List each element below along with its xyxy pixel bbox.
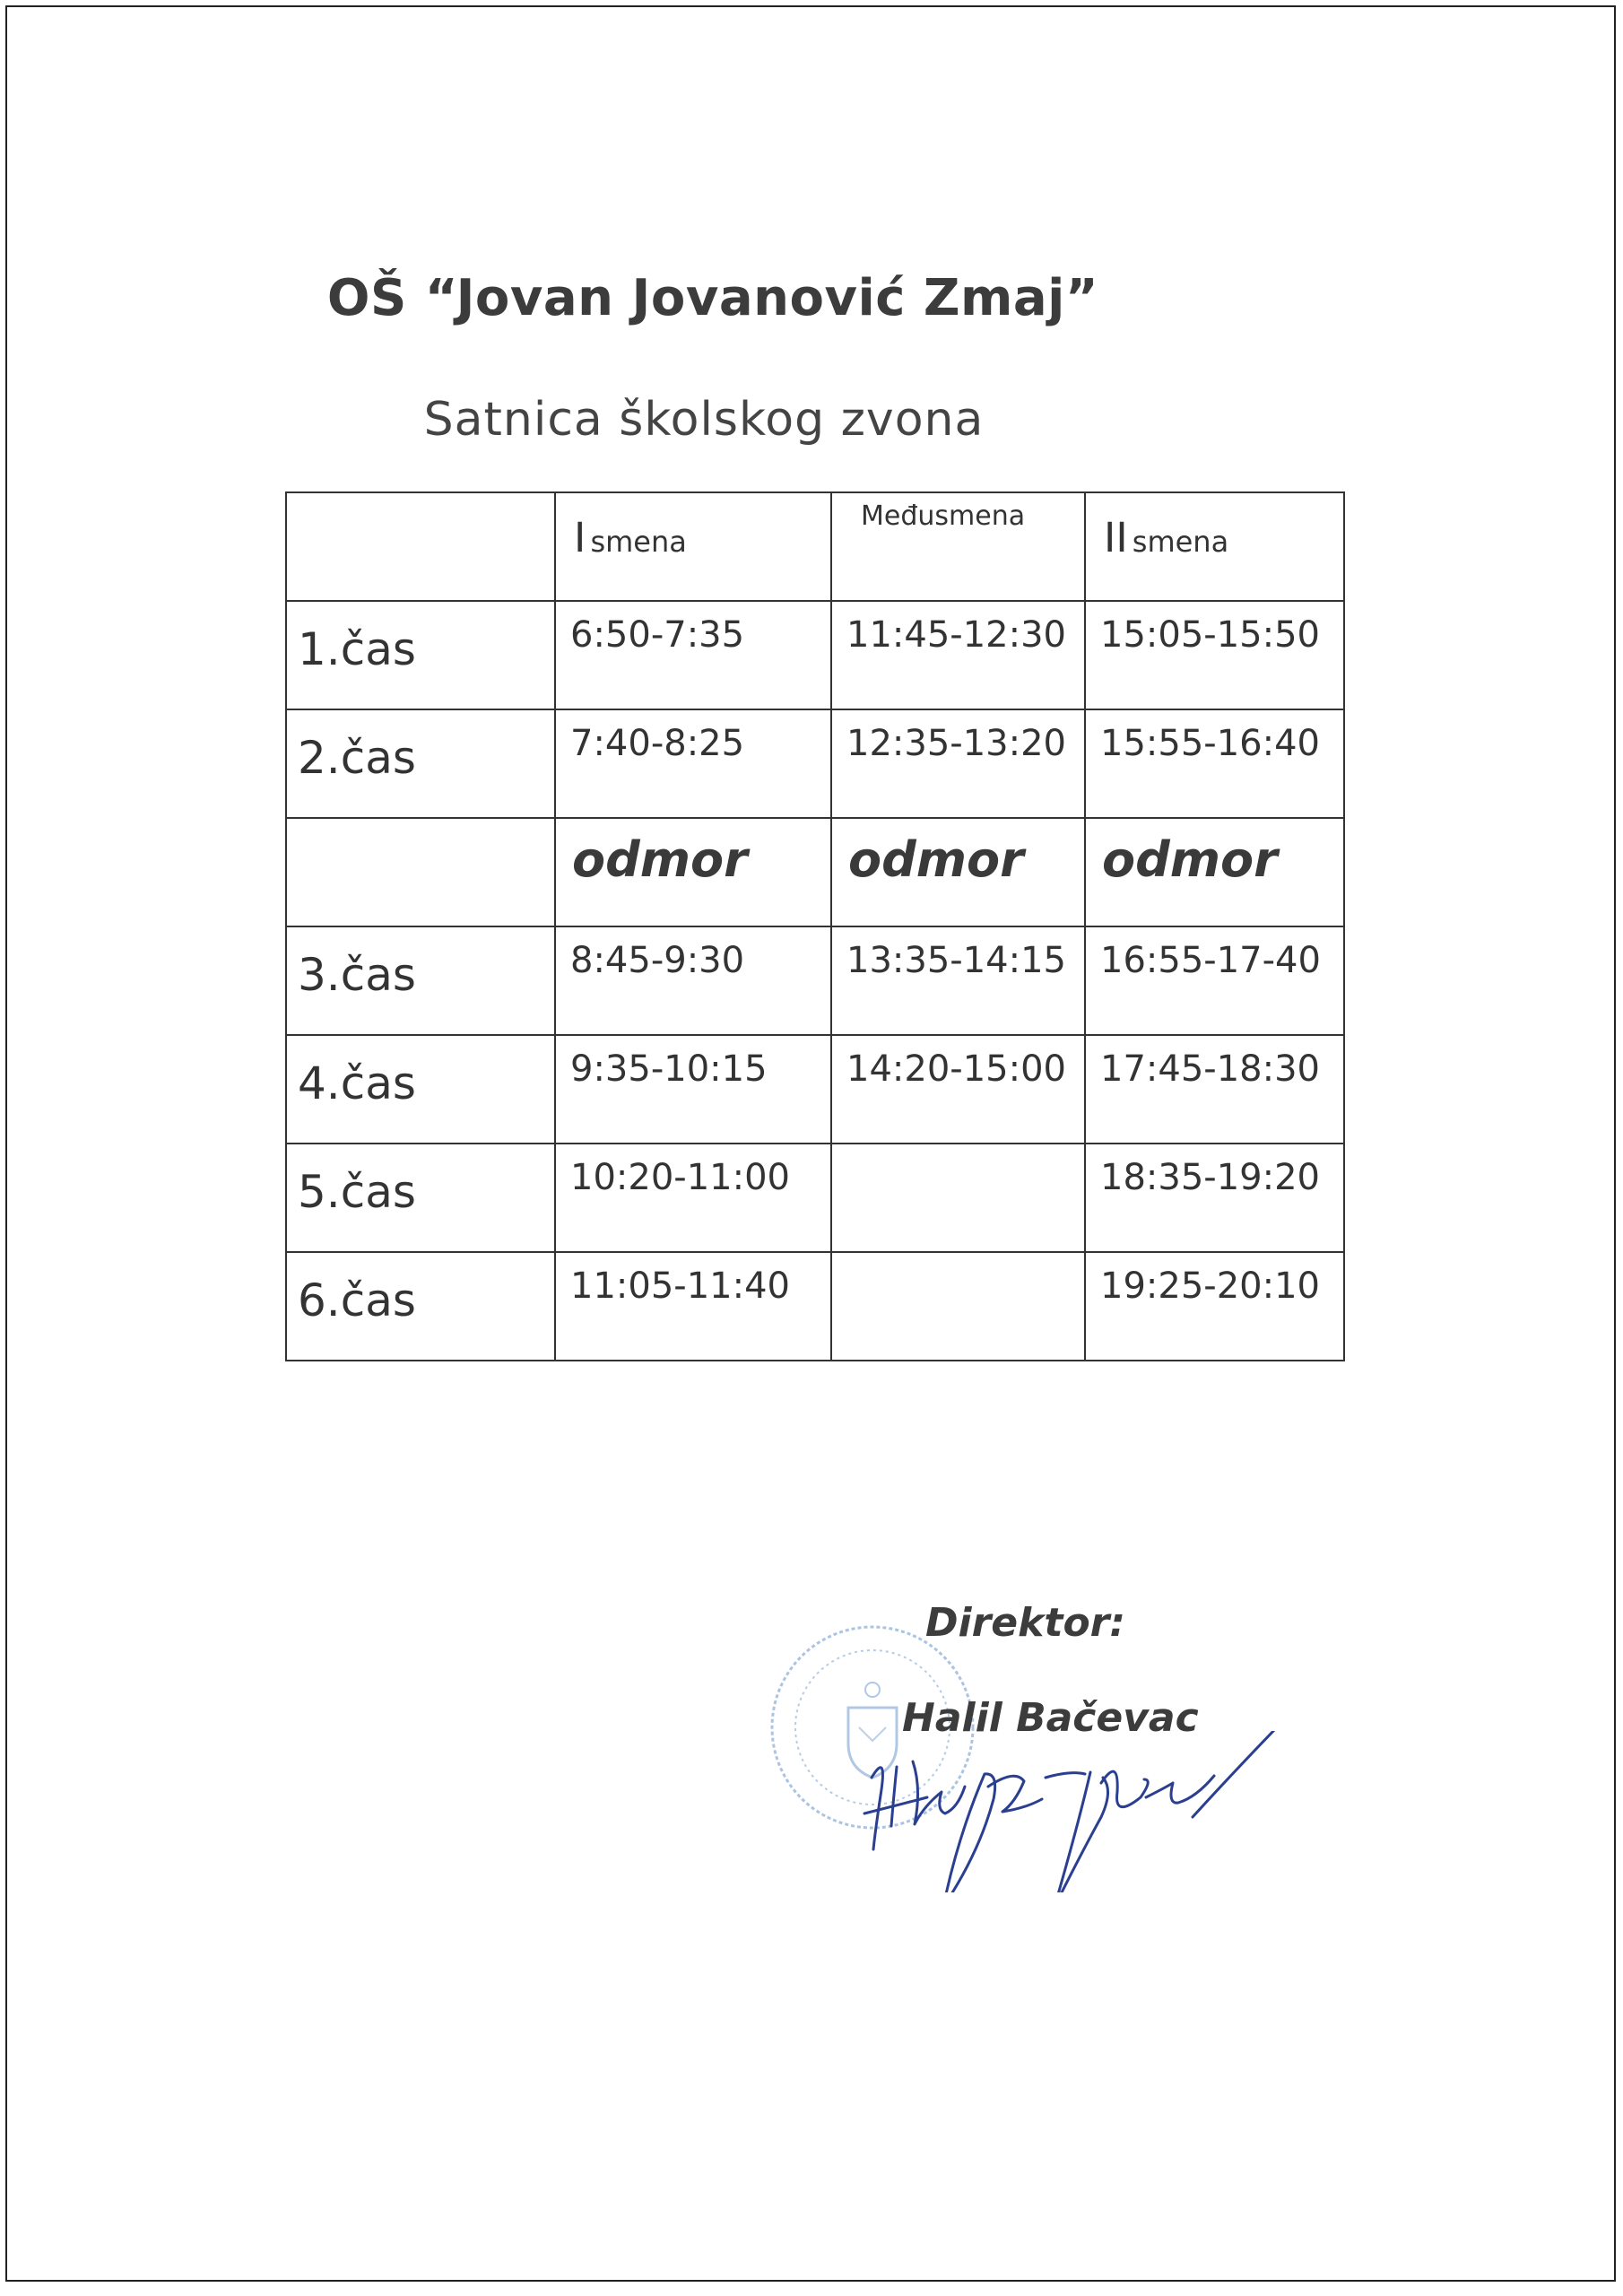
shift-1-roman: I <box>574 514 586 561</box>
lesson-cell <box>286 1035 555 1144</box>
shift-2-cell <box>1085 709 1344 818</box>
shift-1-label: smena <box>590 525 687 559</box>
handwritten-signature <box>861 1731 1291 1892</box>
time-value: 14:20-15:00 <box>846 1048 1066 1090</box>
header-middle-shift <box>831 492 1085 601</box>
time-value: 6:50-7:35 <box>570 614 745 656</box>
header-empty-cell <box>286 492 555 601</box>
time-value: 10:20-11:00 <box>570 1157 790 1198</box>
shift-2-roman: II <box>1104 514 1128 561</box>
middle-shift-label: Međusmena <box>861 500 1026 532</box>
time-value <box>832 1144 1084 1157</box>
middle-shift-cell <box>831 1035 1085 1144</box>
lesson-label: 2.čas <box>298 732 416 784</box>
middle-shift-cell <box>831 709 1085 818</box>
lesson-label: 4.čas <box>298 1057 416 1109</box>
time-value: 11:05-11:40 <box>570 1265 790 1307</box>
header-shift-1 <box>555 492 831 601</box>
break-label: odmor <box>1102 831 1278 888</box>
lesson-cell <box>286 818 555 926</box>
lesson-cell <box>286 709 555 818</box>
shift-1-cell <box>555 1035 831 1144</box>
table-header-row <box>286 492 1344 601</box>
shift-2-cell <box>1085 601 1344 709</box>
lesson-label: 6.čas <box>298 1274 416 1326</box>
time-value <box>832 1253 1084 1265</box>
time-value: 15:55-16:40 <box>1100 723 1320 764</box>
table-row <box>286 601 1344 709</box>
time-value: 7:40-8:25 <box>570 723 745 764</box>
break-label: odmor <box>848 831 1024 888</box>
table-row <box>286 1252 1344 1361</box>
break-label: odmor <box>572 831 748 888</box>
time-value: 15:05-15:50 <box>1100 614 1320 656</box>
shift-2-label: smena <box>1132 525 1229 559</box>
time-value: 13:35-14:15 <box>846 940 1066 981</box>
lesson-cell <box>286 1252 555 1361</box>
shift-1-cell <box>555 1144 831 1252</box>
time-value: 17:45-18:30 <box>1100 1048 1320 1090</box>
lesson-label: 5.čas <box>298 1166 416 1218</box>
shift-2-cell <box>1085 1144 1344 1252</box>
lesson-label <box>287 819 554 840</box>
shift-2-cell <box>1085 926 1344 1035</box>
middle-shift-cell <box>831 1144 1085 1252</box>
time-value: 16:55-17-40 <box>1100 940 1321 981</box>
middle-shift-cell <box>831 601 1085 709</box>
schedule-subtitle: Satnica školskog zvona <box>423 393 985 447</box>
shift-1-cell <box>555 926 831 1035</box>
table-row <box>286 1035 1344 1144</box>
time-value: 19:25-20:10 <box>1100 1265 1320 1307</box>
bell-schedule-table <box>285 491 1345 1361</box>
table-row <box>286 1144 1344 1252</box>
time-value: 18:35-19:20 <box>1100 1157 1320 1198</box>
middle-shift-cell <box>831 1252 1085 1361</box>
lesson-label: 3.čas <box>298 949 416 1001</box>
break-row <box>286 818 1344 926</box>
time-value: 11:45-12:30 <box>846 614 1066 656</box>
shift-2-cell <box>1085 1252 1344 1361</box>
lesson-cell <box>286 1144 555 1252</box>
table-row <box>286 709 1344 818</box>
shift-1-cell <box>555 818 831 926</box>
lesson-cell <box>286 601 555 709</box>
middle-shift-cell <box>831 818 1085 926</box>
school-title: OŠ “Jovan Jovanović Zmaj” <box>326 269 1099 327</box>
shift-2-cell <box>1085 818 1344 926</box>
lesson-label: 1.čas <box>298 623 416 675</box>
shift-1-cell <box>555 709 831 818</box>
shift-1-cell <box>555 1252 831 1361</box>
time-value: 8:45-9:30 <box>570 940 745 981</box>
header-shift-2 <box>1085 492 1344 601</box>
shift-1-cell <box>555 601 831 709</box>
director-name: Halil Bačevac <box>902 1695 1199 1741</box>
lesson-cell <box>286 926 555 1035</box>
time-value: 12:35-13:20 <box>846 723 1066 764</box>
middle-shift-cell <box>831 926 1085 1035</box>
director-role: Direktor: <box>925 1600 1125 1646</box>
table-row <box>286 926 1344 1035</box>
time-value: 9:35-10:15 <box>570 1048 768 1090</box>
shift-2-cell <box>1085 1035 1344 1144</box>
